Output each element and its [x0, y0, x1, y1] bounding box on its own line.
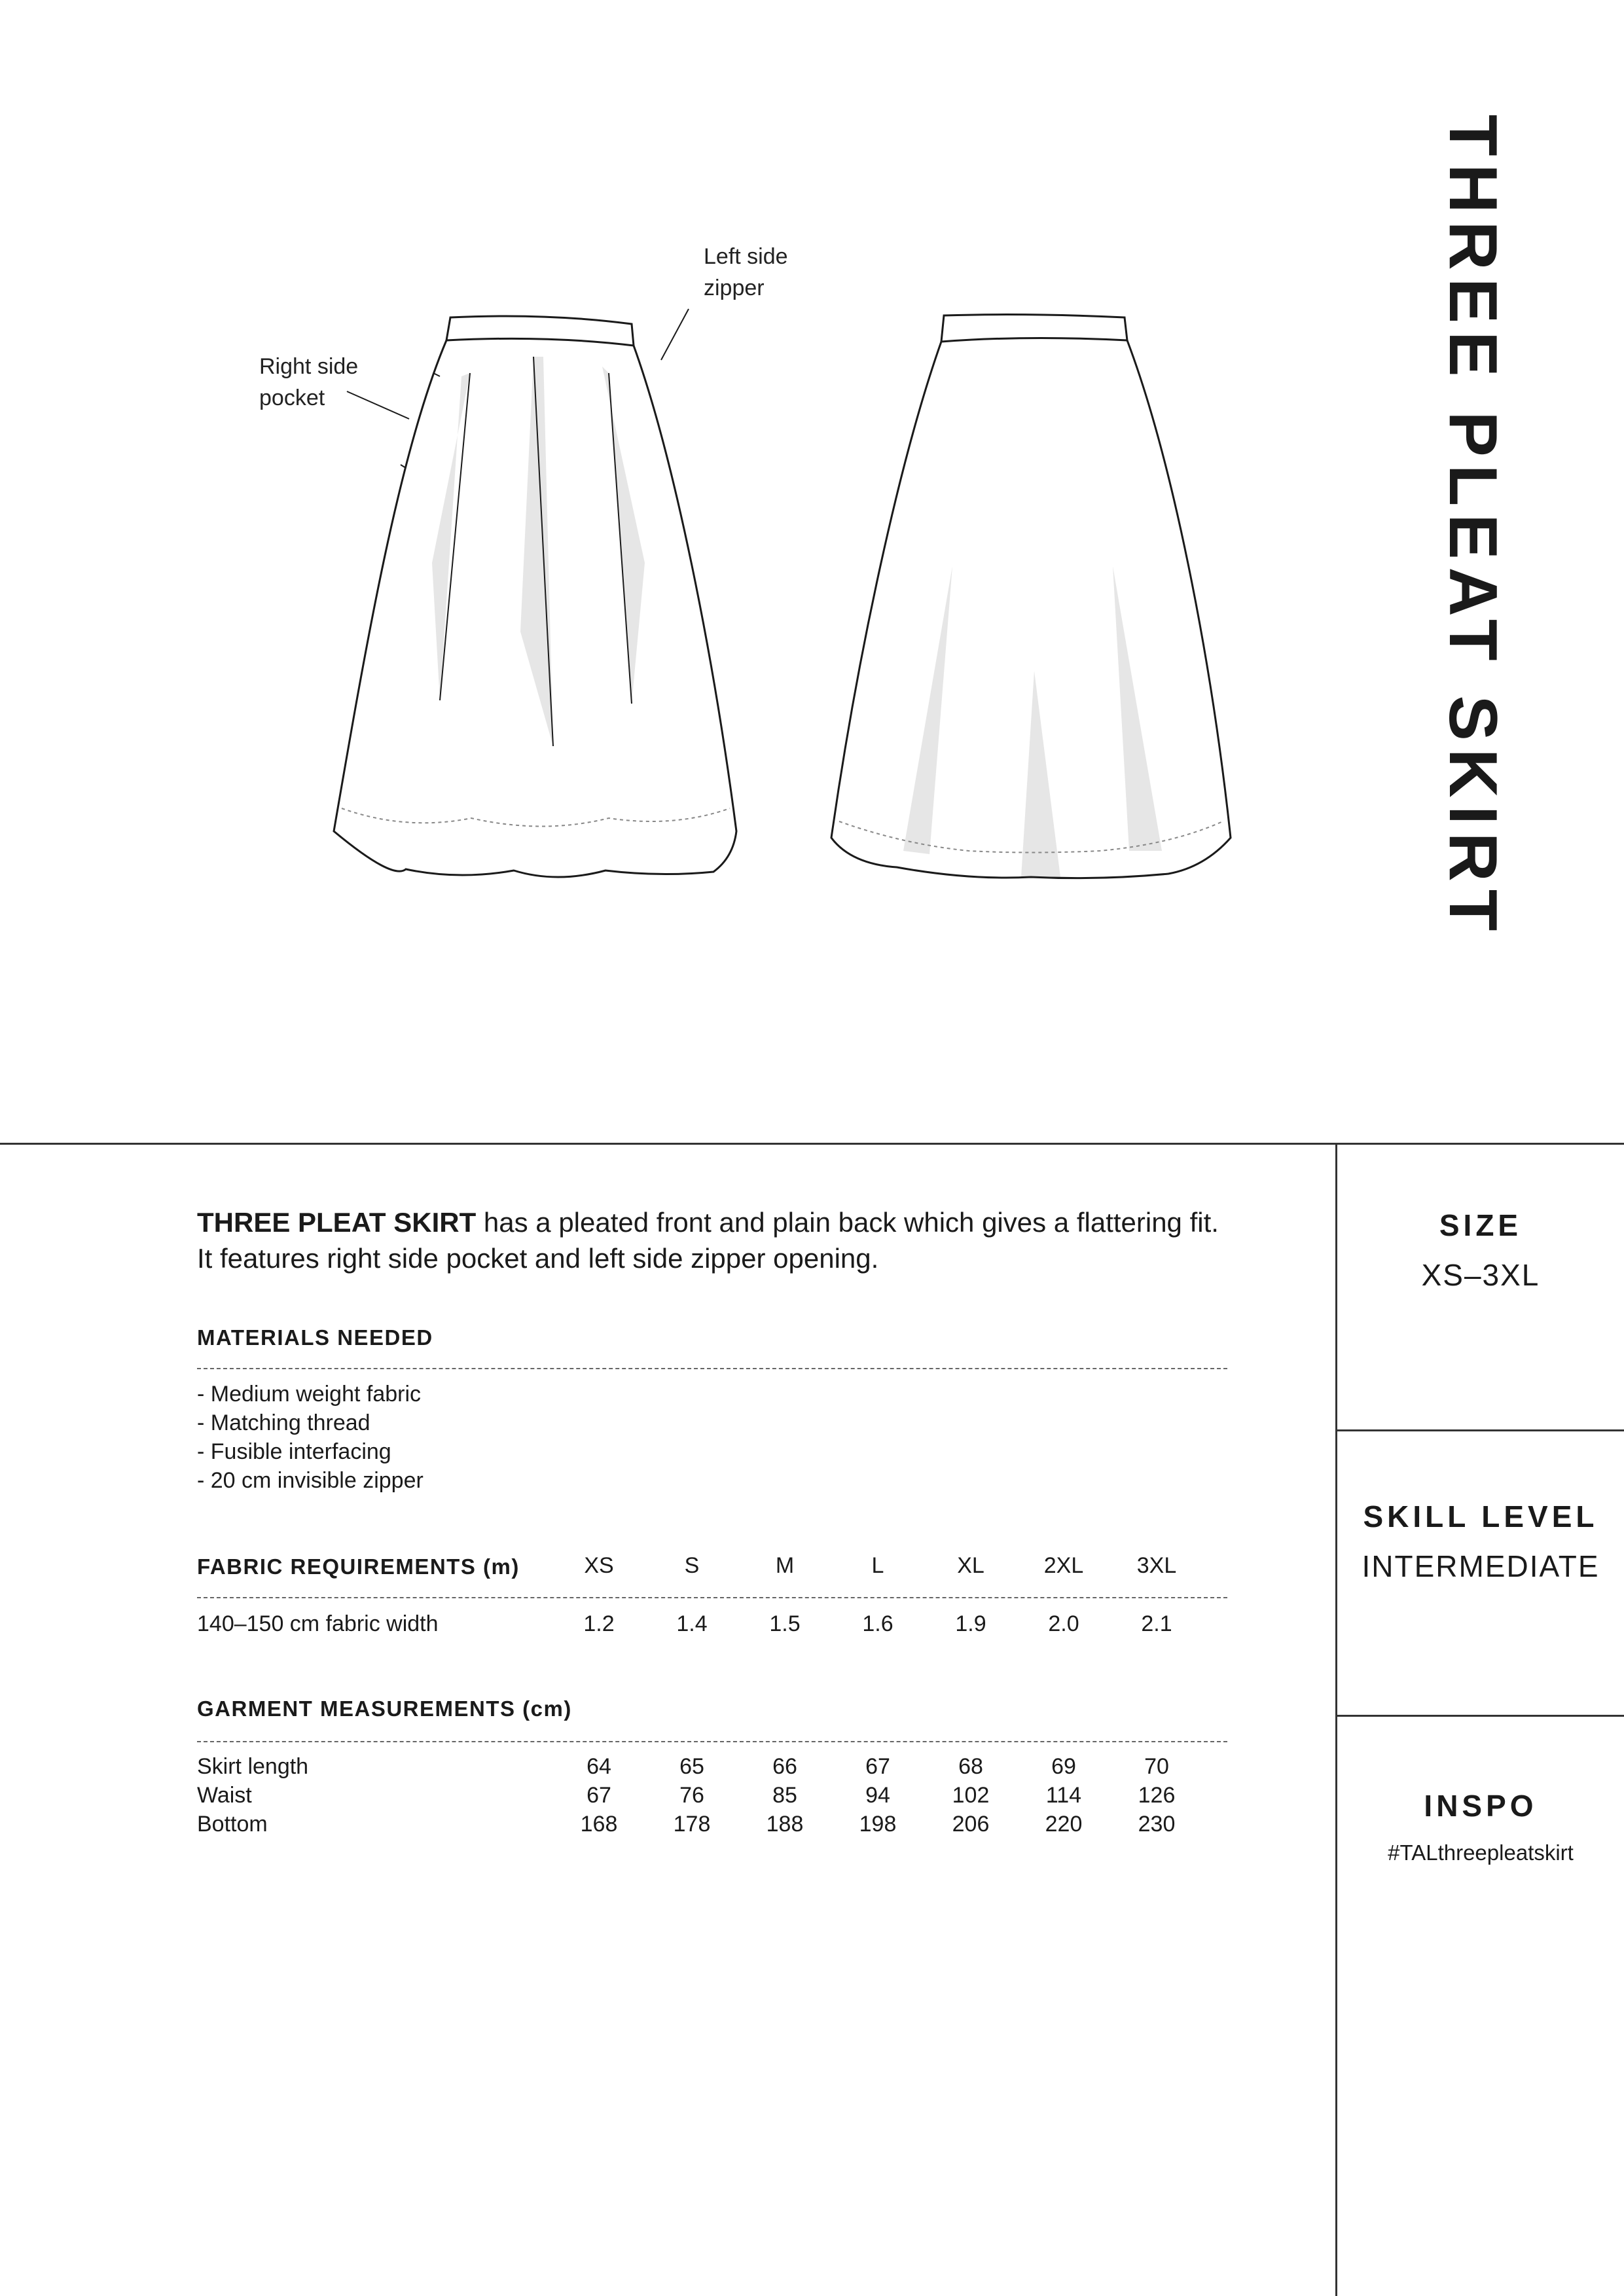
size-col-l: L: [871, 1553, 884, 1578]
garment-row-label: Skirt length: [197, 1754, 309, 1779]
fabric-requirements-heading: FABRIC REQUIREMENTS (m): [197, 1554, 520, 1579]
table-cell: 102: [952, 1783, 990, 1808]
size-col-xs: XS: [584, 1553, 614, 1578]
size-col-3xl: 3XL: [1136, 1553, 1177, 1578]
pocket-callout-line1: Right side: [259, 354, 359, 379]
inspo-heading: INSPO: [1424, 1789, 1538, 1823]
front-view-drawing: [334, 309, 736, 877]
zipper-leader-line: [661, 309, 689, 360]
list-item: - 20 cm invisible zipper: [197, 1468, 424, 1493]
sidebar-divider-2: [1335, 1715, 1624, 1717]
zipper-callout: [704, 241, 788, 304]
table-cell: 67: [586, 1783, 611, 1808]
table-cell: 64: [586, 1754, 611, 1779]
description-line1: has a pleated front and plain back which gives a flattering fit.: [476, 1207, 1219, 1238]
table-cell: 230: [1138, 1812, 1176, 1837]
table-cell: 178: [673, 1812, 711, 1837]
back-pleat-shade-left: [903, 566, 952, 854]
inspo-hashtag: #TALthreepleatskirt: [1388, 1840, 1574, 1865]
table-cell: 1.6: [862, 1611, 893, 1636]
garment-dashed-rule: [197, 1741, 1227, 1742]
front-pleat-shade-right: [602, 367, 645, 704]
pocket-callout-line2: pocket: [259, 386, 325, 410]
table-cell: 1.9: [955, 1611, 986, 1636]
skill-level-block: [1337, 1499, 1624, 1584]
section-divider-horizontal: [0, 1143, 1624, 1145]
table-cell: 66: [772, 1754, 797, 1779]
size-heading: SIZE: [1439, 1208, 1523, 1242]
table-cell: 94: [865, 1783, 890, 1808]
table-cell: 168: [580, 1812, 618, 1837]
fabric-row-label: 140–150 cm fabric width: [197, 1611, 439, 1636]
zipper-callout-line1: Left side: [704, 244, 788, 269]
table-cell: 1.2: [583, 1611, 615, 1636]
table-cell: 220: [1045, 1812, 1083, 1837]
table-cell: 85: [772, 1783, 797, 1808]
table-cell: 126: [1138, 1783, 1176, 1808]
materials-dashed-rule: [197, 1368, 1227, 1369]
list-item: - Matching thread: [197, 1410, 370, 1435]
size-value: XS–3XL: [1421, 1258, 1540, 1292]
list-item: - Fusible interfacing: [197, 1439, 391, 1464]
table-cell: 188: [766, 1812, 804, 1837]
description-line2: It features right side pocket and left side zipper opening.: [197, 1243, 879, 1274]
table-cell: 114: [1045, 1783, 1082, 1808]
zipper-callout-line2: zipper: [704, 276, 765, 300]
size-block: [1337, 1208, 1624, 1293]
skirt-technical-drawings: [0, 0, 1624, 1047]
size-col-2xl: 2XL: [1043, 1553, 1084, 1578]
skill-level-value: INTERMEDIATE: [1362, 1549, 1600, 1583]
front-pleat-shade-left: [432, 373, 470, 700]
size-col-m: M: [775, 1553, 795, 1578]
pocket-callout: [259, 351, 358, 414]
table-cell: 198: [859, 1812, 897, 1837]
table-cell: 1.4: [676, 1611, 708, 1636]
table-cell: 70: [1144, 1754, 1169, 1779]
table-cell: 2.0: [1048, 1611, 1079, 1636]
pattern-description: [197, 1204, 1244, 1276]
table-cell: 76: [679, 1783, 704, 1808]
table-cell: 68: [958, 1754, 983, 1779]
materials-list: [197, 1380, 424, 1495]
table-cell: 67: [865, 1754, 890, 1779]
skill-level-heading: SKILL LEVEL: [1363, 1499, 1598, 1534]
inspo-block: [1337, 1788, 1624, 1865]
back-pleat-shade-right: [1113, 566, 1162, 851]
garment-measurements-heading: GARMENT MEASUREMENTS (cm): [197, 1696, 572, 1721]
garment-row-label: Bottom: [197, 1812, 268, 1837]
description-pattern-name: THREE PLEAT SKIRT: [197, 1207, 477, 1238]
table-cell: 69: [1051, 1754, 1076, 1779]
back-pleat-shade-center: [1021, 671, 1060, 877]
list-item: - Medium weight fabric: [197, 1382, 422, 1407]
section-divider-vertical: [1335, 1143, 1337, 2296]
materials-heading: MATERIALS NEEDED: [197, 1325, 433, 1350]
size-col-xl: XL: [957, 1553, 984, 1578]
back-view-drawing: [831, 315, 1231, 878]
page-title: THREE PLEAT SKIRT: [1435, 115, 1511, 939]
table-cell: 1.5: [769, 1611, 801, 1636]
table-cell: 206: [952, 1812, 990, 1837]
sidebar-divider-1: [1335, 1429, 1624, 1431]
size-col-s: S: [684, 1553, 700, 1578]
fabric-dashed-rule: [197, 1597, 1227, 1598]
table-cell: 2.1: [1141, 1611, 1172, 1636]
garment-row-label: Waist: [197, 1783, 252, 1808]
table-cell: 65: [679, 1754, 704, 1779]
